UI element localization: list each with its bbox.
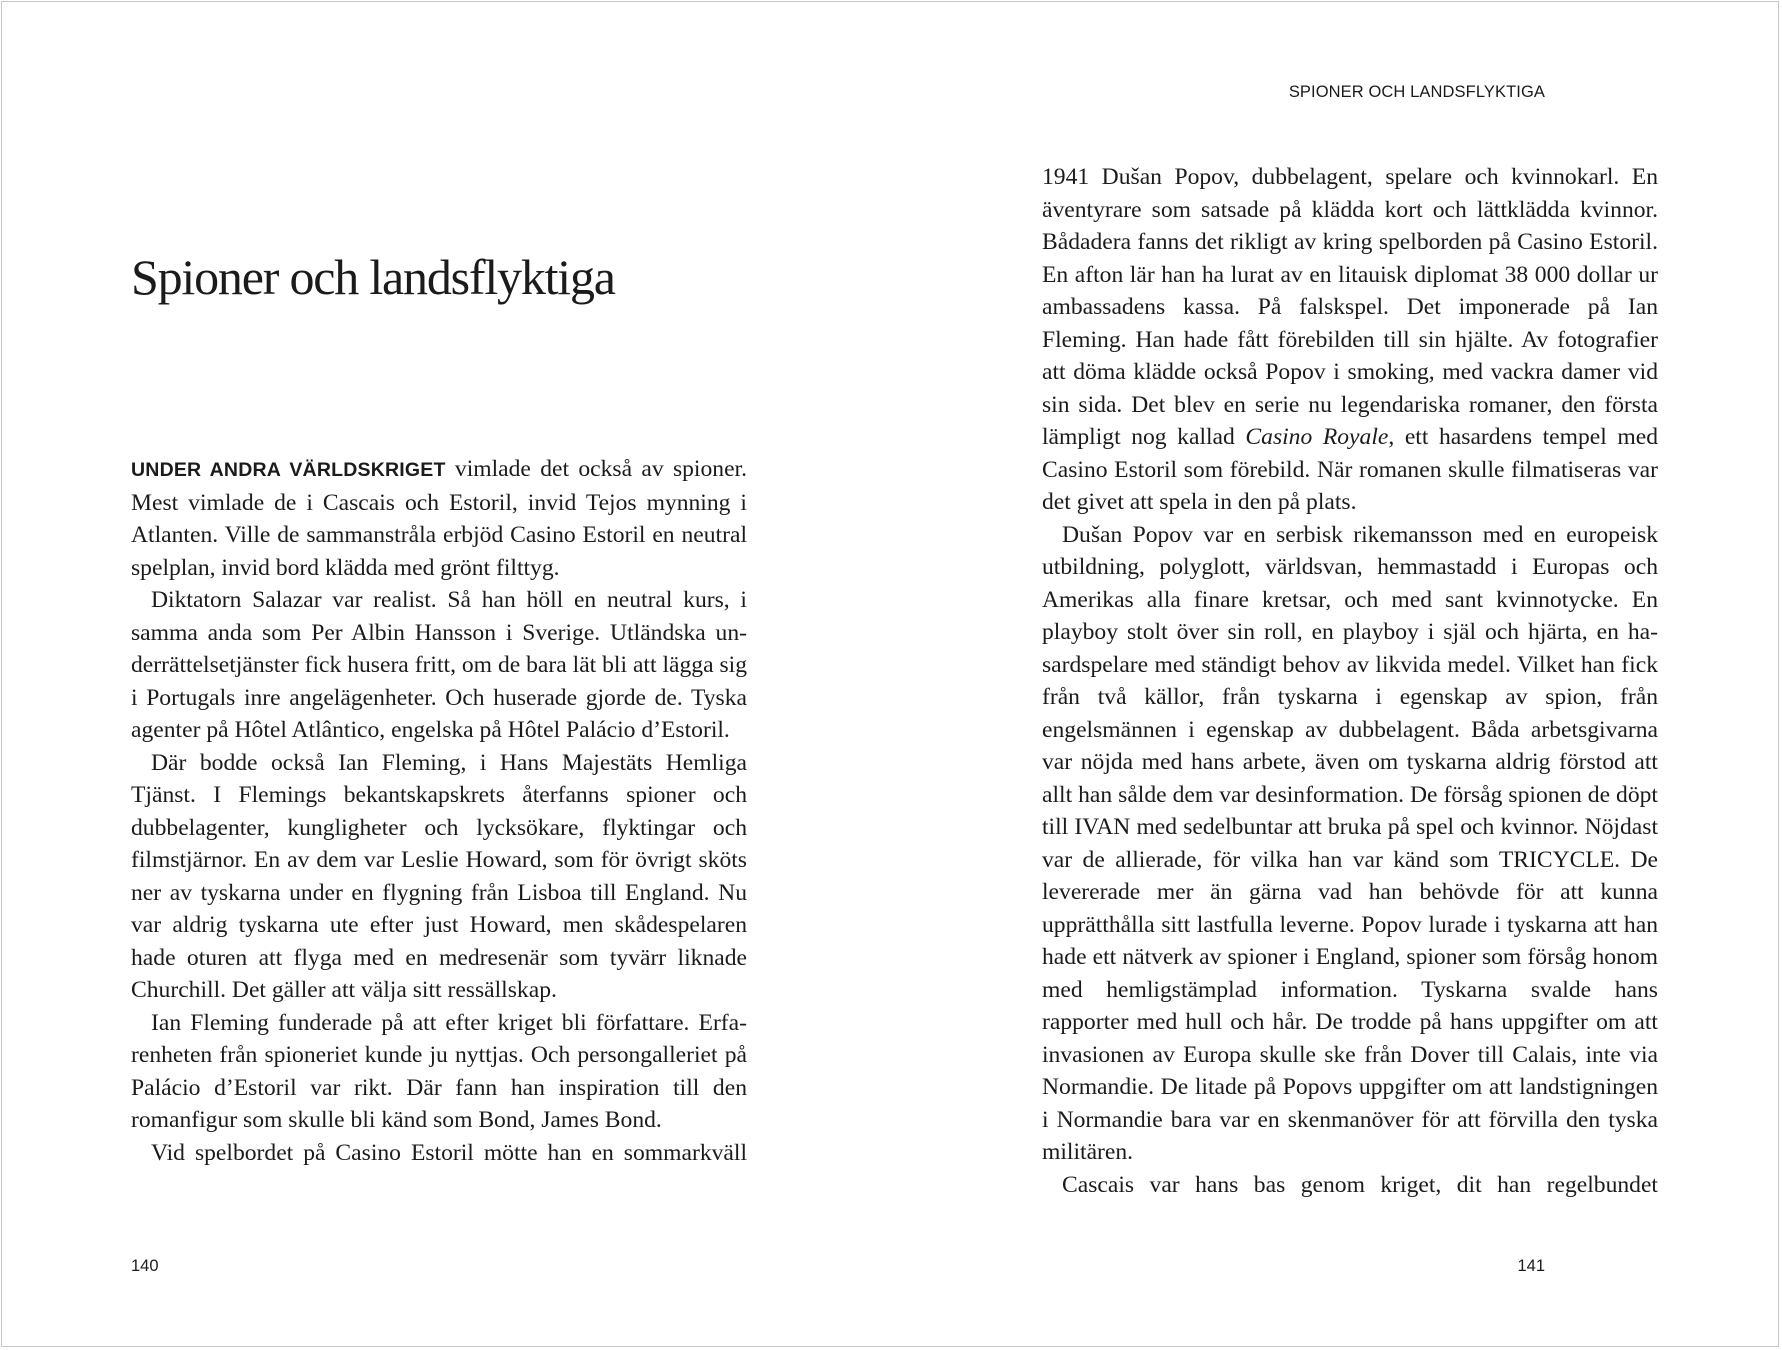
- paragraph: Diktatorn Salazar var realist. Så han höll en neutral kurs, i samma anda som Per Albin Hansson i Sverige. Utländska underrättelsetjänster fick husera fritt, om de bara lät bli att lägga sig i Portugals inre angelägenheter. Och huserade gjorde de. Tyska agenter på Hôtel Atlântico, engelska på Hôtel Palácio d’Estoril.: [131, 587, 747, 743]
- running-head: SPIONER OCH LANDSFLYKTIGA: [1288, 83, 1545, 101]
- paragraph: [1042, 161, 1658, 519]
- paragraph: Vid spelbordet på Casino Estoril mötte han en sommarkväll: [151, 1139, 747, 1166]
- paragraph-text: 1941 Dušan Popov, dubbelagent, spelare och kvinnokarl. En äventyrare som satsade på klädda kort och lättklädda kvinnor. Bådadera fanns det rikligt av kring spelborden på Casino Estoril. En afton lär han ha lurat av en litauisk diplomat 38 000 dollar ur ambassadens kassa. På falskspel. Det imponerade på Ian Fleming. Han hade fått förebilden till sin hjälte. Av fotografier att döma klädde också Popov i smoking, med vackra damer vid sin sida. Det blev en serie nu legendariska romaner, den första lämpligt nog kallad: [1042, 164, 1658, 450]
- right-page: [891, 0, 1782, 1350]
- paragraph: Ian Fleming funderade på att efter kriget bli författare. Erfarenheten från spioneriet kunde ju nyttjas. Och persongalleriet på Palácio d’Estoril var rikt. Där fann han inspiration till den romanfigur som skulle bli känd som Bond, James Bond.: [131, 1009, 747, 1133]
- left-body-text: [131, 453, 747, 1169]
- paragraph-text: , ett hasardens tempel med Casino Estoril som förebild. När romanen skulle filmatiseras var det givet att spela in den på plats.: [1042, 424, 1658, 515]
- page-number: 141: [1517, 1257, 1545, 1275]
- book-title-italic: Casino Royale: [1245, 424, 1389, 450]
- paragraph-text: vimlade det också av spioner. Mest vimlade de i Cascais och Estoril, invid Tejos mynning i Atlanten. Ville de sammanstråla erbjöd Casino Estoril en neutral spelplan, invid bord klädda med grönt filttyg.: [131, 456, 747, 581]
- page-number: 140: [131, 1257, 159, 1275]
- right-body-text: [1042, 161, 1658, 1201]
- paragraph: Cascais var hans bas genom kriget, dit han regelbundet: [1062, 1171, 1658, 1198]
- paragraph: Dušan Popov var en serbisk rikemansson med en europeisk utbildning, polyglott, världsvan, hemmastadd i Europas och Amerikas alla finare kretsar, och med sant kvinnotycke. En playboy stolt över sin roll, en playboy i själ och hjärta, en hasardspelare med ständigt behov av likvida medel. Vilket han fick från två källor, från tyskarna i egenskap av spion, från engelsmännen i egenskap av dubbelagent. Båda arbetsgivarna var nöjda med hans arbete, även om tyskarna aldrig förstod att allt han sålde dem var desinformation. De försåg spionen de döpt till IVAN med sedelbuntar att bruka på spel och kvinnor. Nöjdast var de allierade, för vilka han var känd som TRICYCLE. De levererade mer än gärna vad han behövde för att kunna upprätthålla sitt lastfulla leverne. Popov lurade i tyskarna att han hade ett nätverk av spioner i England, spioner som försåg honom med hemligstämplad information. Tyskarna svalde hans rapporter med hull och hår. De trodde på hans uppgifter om att invasionen av Europa skulle ske från Dover till Calais, inte via Normandie. De litade på Popovs uppgifter om att landstigningen i Normandie bara var en skenmanöver för att förvilla den tyska militären.: [1042, 521, 1658, 1165]
- paragraph: [131, 453, 747, 584]
- lead-in-caps: UNDER ANDRA VÄRLDSKRIGET: [131, 459, 446, 481]
- chapter-title: Spioner och landsflyktiga: [131, 249, 615, 305]
- paragraph: Där bodde också Ian Fleming, i Hans Majestäts Hemliga Tjänst. I Flemings bekantskapskrets återfanns spioner och dubbelagenter, kungligheter och lycksökare, flyktingar och filmstjärnor. En av dem var Leslie Howard, som för övrigt sköts ner av tyskarna under en flygning från Lisboa till England. Nu var aldrig tyskarna ute efter just Howard, men skådespelaren hade oturen att flyga med en medresenär som tyvärr liknade Churchill. Det gäller att välja sitt ressällskap.: [131, 749, 747, 1003]
